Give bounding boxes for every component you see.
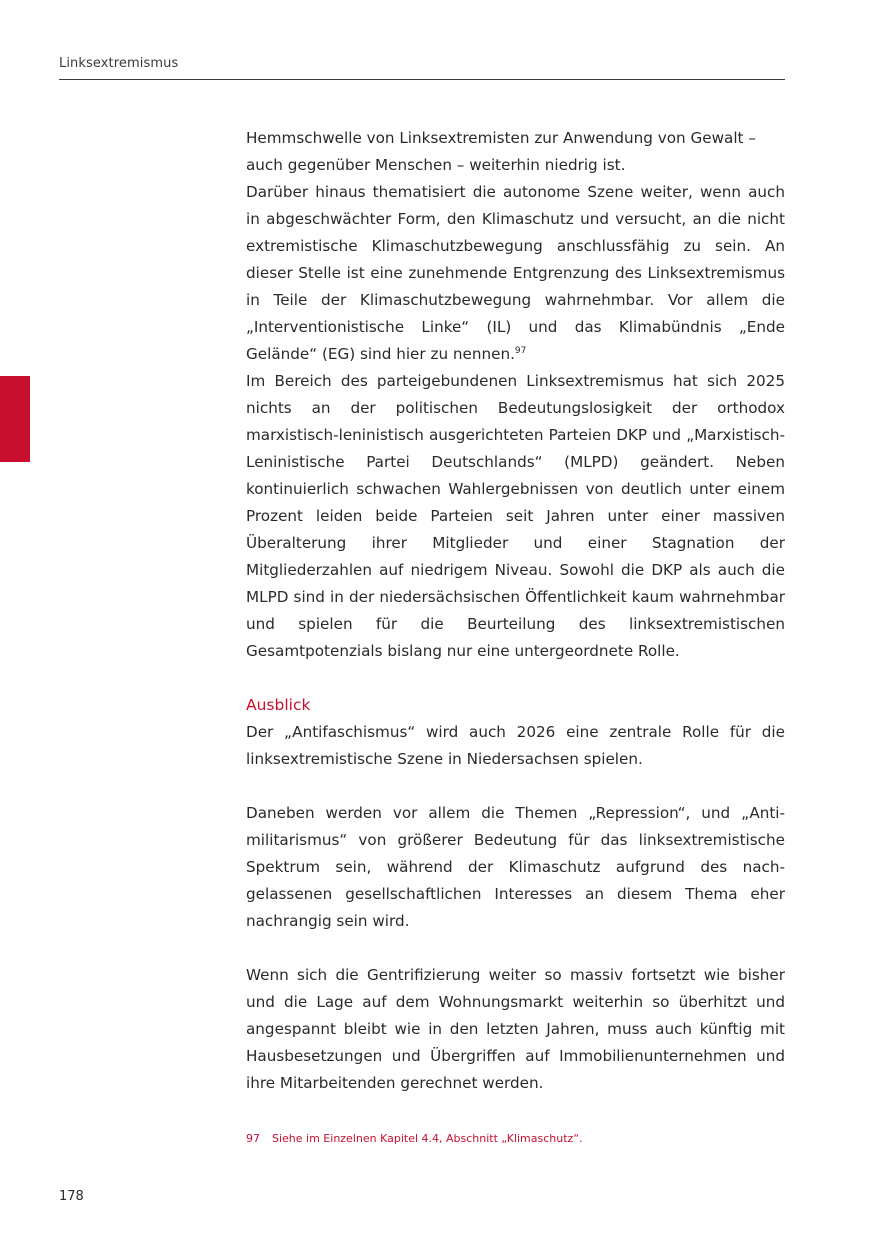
section-heading-ausblick: Ausblick [246,696,311,714]
paragraph-3-text: Im Bereich des parteigebundenen Linksextremismus hat sich 2025 nichts an der politischen Bedeutungslosigkeit der orthodox marxistisch-leninistisch ausgerichteten Parteien DKP und „Marxistisch-Leninistische Partei Deutschlands“ (MLPD) geändert. Neben kontinuierlich schwachen Wahlergebnissen von deutlich unter einem Prozent leiden beide Parteien seit Jahren unter einer massiven Überalterung ihrer Mitglieder und einer Stagnation der Mitgliederzahlen auf niedrigem Niveau. Sowohl die DKP als auch die MLPD sind in der niedersächsischen Öffentlichkeit kaum wahrnehmbar und spielen für die Beurteilung des linksextremistischen Gesamtpotenzials bislang nur eine untergeordnete Rolle. [246,372,785,660]
footnote-text: Siehe im Einzelnen Kapitel 4.4, Abschnitt „Klimaschutz“. [272,1132,583,1145]
paragraph-1-text: Hemmschwelle von Linksextremisten zur Anwendung von Gewalt – auch gegenüber Menschen – weiterhin niedrig ist. [246,129,756,174]
paragraph-3 [246,368,785,665]
paragraph-6-text: Wenn sich die Gentrifizierung weiter so massiv fortsetzt wie bisher und die Lage auf dem Wohnungsmarkt weiterhin so überhitzt und angespannt bleibt wie in den letzten Jahren, muss auch künftig mit Hausbesetzungen und Übergriffen auf Immobilienunternehmen und ihre Mitarbeitenden gerechnet werden. [246,966,785,1092]
page-number: 178 [59,1189,84,1204]
footnote-97 [246,1132,583,1145]
paragraph-1 [246,125,785,179]
paragraph-2-text: Darüber hinaus thematisiert die autonome Szene weiter, wenn auch in abgeschwächter Form, den Klimaschutz und versucht, an die nicht extremistische Klimaschutzbewegung anschlussfähig zu sein. An dieser Stelle ist eine zunehmende Entgrenzung des Linksextremismus in Teile der Klimaschutzbewegung wahrnehmbar. Vor allem die „Interventionistische Linke“ (IL) und das Klimabündnis „Ende Gelände“ (EG) sind hier zu nennen. [246,183,785,363]
paragraph-2 [246,179,785,368]
paragraph-gap [246,935,785,962]
main-text-column [246,125,785,1097]
footnote-number: 97 [246,1132,260,1145]
footnote-ref-97[interactable]: 97 [514,346,527,356]
paragraph-gap [246,773,785,800]
paragraph-5 [246,800,785,935]
paragraph-4 [246,719,785,773]
header-rule [59,79,785,80]
chapter-marker-tab [0,376,30,462]
running-header: Linksextremismus [59,56,179,71]
paragraph-6 [246,962,785,1097]
paragraph-gap [246,665,785,692]
paragraph-5-text: Daneben werden vor allem die Themen „Repression“, und „Antimilitarismus“ von größerer Bedeutung für das linksextremistische Spektrum sein, während der Klimaschutz aufgrund des nachgelassenen gesellschaftlichen Interesses an diesem Thema eher nachrangig sein wird. [246,804,785,930]
paragraph-4-text: Der „Antifaschismus“ wird auch 2026 eine zentrale Rolle für die linksextremistische Szene in Niedersachsen spielen. [246,723,785,768]
